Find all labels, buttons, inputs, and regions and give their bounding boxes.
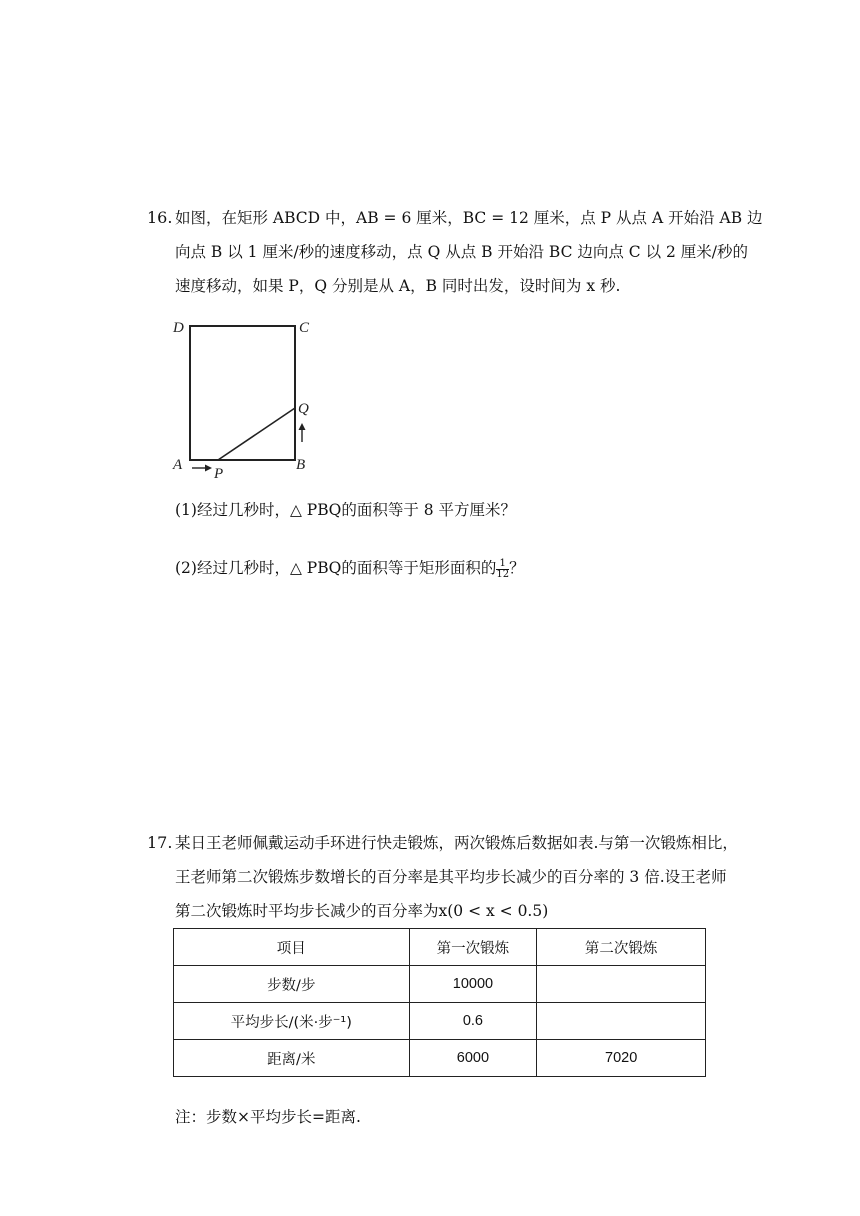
q16-line-3: 速度移动，如果 P，Q 分别是从 A，B 同时出发，设时间为 x 秒.: [175, 277, 621, 295]
row-steps-first: 10000: [409, 966, 537, 1003]
arrow-q-icon: [299, 423, 306, 430]
label-a: A: [173, 457, 183, 473]
table-row: [174, 1003, 706, 1040]
fraction-one-twelfth: [496, 559, 509, 580]
exercise-data-table: [173, 928, 706, 1077]
header-first: 第一次锻炼: [409, 929, 537, 966]
label-p: P: [214, 466, 224, 482]
row-distance-label: 距离/米: [174, 1040, 410, 1077]
label-c: C: [299, 320, 310, 336]
table-row: [174, 966, 706, 1003]
row-stride-first: 0.6: [409, 1003, 537, 1040]
row-steps-second: [537, 966, 706, 1003]
rectangle-abcd: [190, 326, 295, 460]
rectangle-figure: [168, 312, 328, 482]
label-d: D: [173, 320, 184, 336]
label-b: B: [296, 457, 306, 473]
label-q: Q: [298, 401, 309, 417]
fraction-denominator: 12: [496, 568, 510, 580]
table-row: [174, 1040, 706, 1077]
q16-subquestion-1: (1)经过几秒时，△ PBQ的面积等于 8 平方厘米？: [175, 501, 517, 519]
q16-sub2-prefix: (2)经过几秒时，△ PBQ的面积等于矩形面积的: [175, 559, 497, 577]
q16-sub2-suffix: ？: [509, 559, 525, 577]
q17-line-3: 第二次锻炼时平均步长减少的百分率为x(0 < x < 0.5): [175, 902, 549, 920]
q16-number: 16.: [147, 208, 173, 227]
header-item: 项目: [174, 929, 410, 966]
q17-note: 注：步数×平均步长=距离.: [175, 1108, 361, 1126]
row-distance-second: 7020: [537, 1040, 706, 1077]
header-second: 第二次锻炼: [537, 929, 706, 966]
segment-pq: [218, 408, 295, 460]
row-stride-label: 平均步长/(米·步⁻¹): [174, 1003, 410, 1040]
fraction-numerator: 1: [499, 557, 506, 569]
row-distance-first: 6000: [409, 1040, 537, 1077]
q17-line-1: 某日王老师佩戴运动手环进行快走锻炼，两次锻炼后数据如表.与第一次锻炼相比，: [175, 834, 738, 852]
row-steps-label: 步数/步: [174, 966, 410, 1003]
row-stride-second: [537, 1003, 706, 1040]
q16-line-2: 向点 B 以 1 厘米/秒的速度移动，点 Q 从点 B 开始沿 BC 边向点 C 以 2 厘米/秒的: [175, 243, 749, 261]
q17-number: 17.: [147, 833, 173, 852]
q17-line-2: 王老师第二次锻炼步数增长的百分率是其平均步长减少的百分率的 3 倍.设王老师: [175, 868, 727, 886]
table-header-row: [174, 929, 706, 966]
q16-line-1: 如图，在矩形 ABCD 中，AB = 6 厘米，BC = 12 厘米，点 P 从点 A 开始沿 AB 边: [175, 209, 763, 227]
q16-subquestion-2: [175, 557, 525, 580]
arrow-p-icon: [205, 465, 212, 472]
